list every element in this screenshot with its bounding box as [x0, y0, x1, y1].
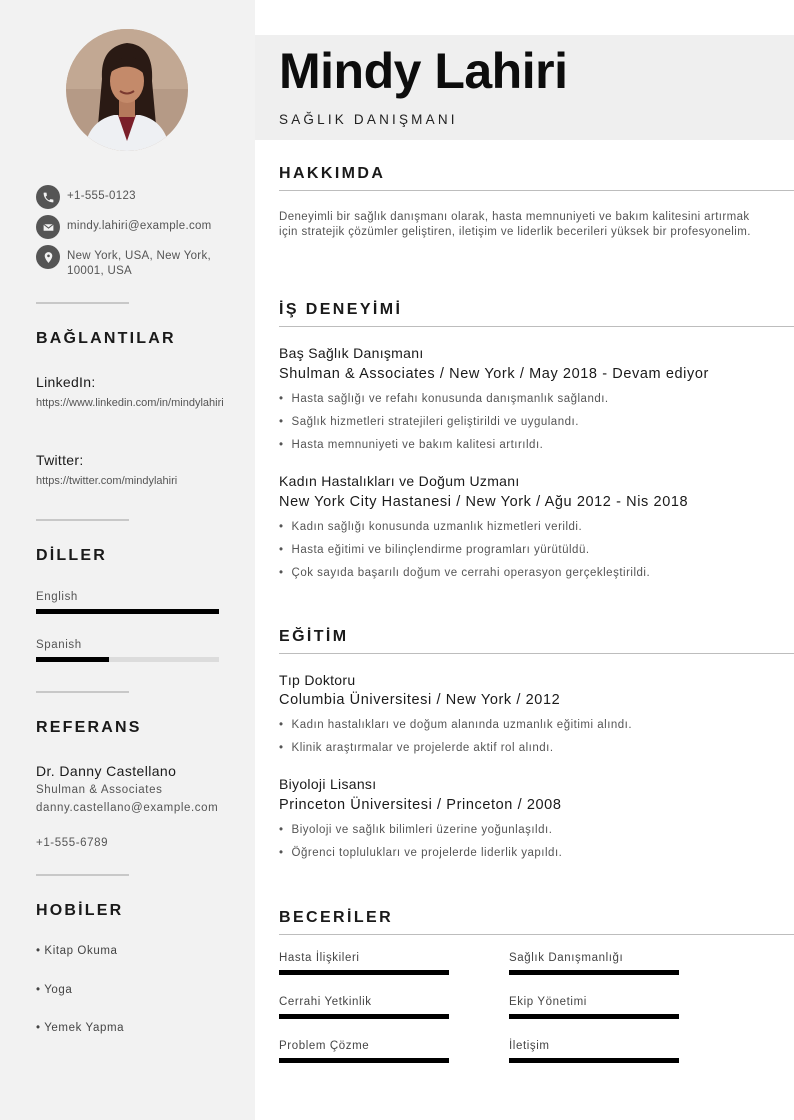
language-level-fill — [36, 609, 219, 614]
twitter-link[interactable]: https://twitter.com/mindylahiri — [36, 475, 178, 487]
job-org: Shulman & Associates / New York / May 2018 - Devam ediyor — [279, 366, 709, 382]
language-level-bar — [36, 657, 219, 662]
skill-bar — [279, 1058, 449, 1063]
skill-bar — [279, 1014, 449, 1019]
language-level-bar — [36, 609, 219, 614]
skill-name: Cerrahi Yetkinlik — [279, 996, 372, 1008]
edu-bullet: • Klinik araştırmalar ve projelerde aktif rol alındı. — [279, 742, 779, 754]
hobby-item: • Yemek Yapma — [36, 1022, 125, 1034]
job-bullet: • Sağlık hizmetleri stratejileri geliştirildi ve uygulandı. — [279, 416, 779, 428]
job-bullet: • Hasta sağlığı ve refahı konusunda danışmanlık sağlandı. — [279, 393, 779, 405]
profile-photo — [66, 29, 188, 151]
reference-company: Shulman & Associates — [36, 784, 163, 796]
section-rule — [279, 653, 794, 654]
skill-bar — [509, 970, 679, 975]
sidebar-divider — [36, 874, 129, 876]
hobby-label: Kitap Okuma — [44, 945, 118, 957]
edu-school: Princeton Üniversitesi / Princeton / 2008 — [279, 797, 562, 813]
section-rule — [279, 190, 794, 191]
education-heading: EĞİTİM — [279, 628, 349, 645]
languages-heading: DİLLER — [36, 547, 107, 564]
skill-name: Sağlık Danışmanlığı — [509, 952, 624, 964]
sidebar-divider — [36, 691, 129, 693]
email-icon — [36, 215, 60, 239]
skill-fill — [509, 1058, 679, 1063]
section-rule — [279, 934, 794, 935]
references-heading: REFERANS — [36, 719, 142, 736]
links-heading: BAĞLANTILAR — [36, 330, 176, 347]
about-heading: HAKKIMDA — [279, 165, 386, 182]
job-org: New York City Hastanesi / New York / Ağu 2012 - Nis 2018 — [279, 494, 689, 510]
sidebar-divider — [36, 302, 129, 304]
hobby-item: • Yoga — [36, 984, 73, 996]
main-content — [255, 0, 794, 1120]
job-role: Baş Sağlık Danışmanı — [279, 345, 424, 361]
linkedin-label: LinkedIn: — [36, 374, 96, 390]
edu-bullet: • Kadın hastalıkları ve doğum alanında uzmanlık eğitimi alındı. — [279, 719, 779, 731]
sidebar — [0, 0, 255, 1120]
skill-fill — [509, 1014, 679, 1019]
phone-text: +1-555-0123 — [67, 190, 136, 202]
job-role: Kadın Hastalıkları ve Doğum Uzmanı — [279, 473, 520, 489]
hobby-item: • Kitap Okuma — [36, 945, 118, 957]
skill-bar — [509, 1058, 679, 1063]
job-bullet: • Hasta eğitimi ve bilinçlendirme programları yürütüldü. — [279, 544, 779, 556]
language-name: Spanish — [36, 639, 82, 651]
address-text: New York, USA, New York, 10001, USA — [67, 250, 211, 277]
language-name: English — [36, 591, 78, 603]
location-pin-icon — [36, 245, 60, 269]
skill-name: Ekip Yönetimi — [509, 996, 587, 1008]
candidate-name: Mindy Lahiri — [279, 43, 568, 99]
edu-school: Columbia Üniversitesi / New York / 2012 — [279, 692, 561, 708]
contact-phone — [36, 185, 236, 209]
twitter-label: Twitter: — [36, 452, 84, 468]
candidate-title: SAĞLIK DANIŞMANI — [279, 112, 458, 127]
section-rule — [279, 326, 794, 327]
skill-fill — [279, 1058, 449, 1063]
edu-degree: Tıp Doktoru — [279, 672, 356, 688]
contact-email — [36, 215, 236, 239]
edu-bullet: • Biyoloji ve sağlık bilimleri üzerine yoğunlaşıldı. — [279, 824, 779, 836]
hobby-label: Yoga — [44, 984, 73, 996]
language-level-fill — [36, 657, 109, 662]
skill-bar — [509, 1014, 679, 1019]
skill-fill — [279, 970, 449, 975]
experience-heading: İŞ DENEYİMİ — [279, 301, 403, 318]
skill-fill — [279, 1014, 449, 1019]
edu-bullet: • Öğrenci toplulukları ve projelerde liderlik yapıldı. — [279, 847, 779, 859]
phone-icon — [36, 185, 60, 209]
sidebar-divider — [36, 519, 129, 521]
edu-degree: Biyoloji Lisansı — [279, 776, 377, 792]
skills-heading: BECERİLER — [279, 909, 394, 926]
skill-bar — [279, 970, 449, 975]
job-bullet: • Hasta memnuniyeti ve bakım kalitesi artırıldı. — [279, 439, 779, 451]
hobby-label: Yemek Yapma — [44, 1022, 125, 1034]
about-text: Deneyimli bir sağlık danışmanı olarak, hasta memnuniyeti ve bakım kalitesini artırmak için stratejik çözümler geliştiren, iletişim ve liderlik becerileri yüksek bir profesyonelim. — [279, 211, 751, 238]
skill-fill — [509, 970, 679, 975]
job-bullet: • Kadın sağlığı konusunda uzmanlık hizmetleri verildi. — [279, 521, 779, 533]
contact-address — [36, 245, 236, 279]
skill-name: Problem Çözme — [279, 1040, 370, 1052]
email-text[interactable]: mindy.lahiri@example.com — [67, 220, 212, 232]
reference-name: Dr. Danny Castellano — [36, 763, 177, 779]
job-bullet: • Çok sayıda başarılı doğum ve cerrahi operasyon gerçekleştirildi. — [279, 567, 779, 579]
reference-email[interactable]: danny.castellano@example.com — [36, 802, 219, 814]
hobbies-heading: HOBİLER — [36, 902, 124, 919]
linkedin-link[interactable]: https://www.linkedin.com/in/mindylahiri — [36, 397, 224, 409]
reference-phone: +1-555-6789 — [36, 837, 109, 849]
skill-name: Hasta İlişkileri — [279, 952, 360, 964]
skill-name: İletişim — [509, 1040, 550, 1052]
